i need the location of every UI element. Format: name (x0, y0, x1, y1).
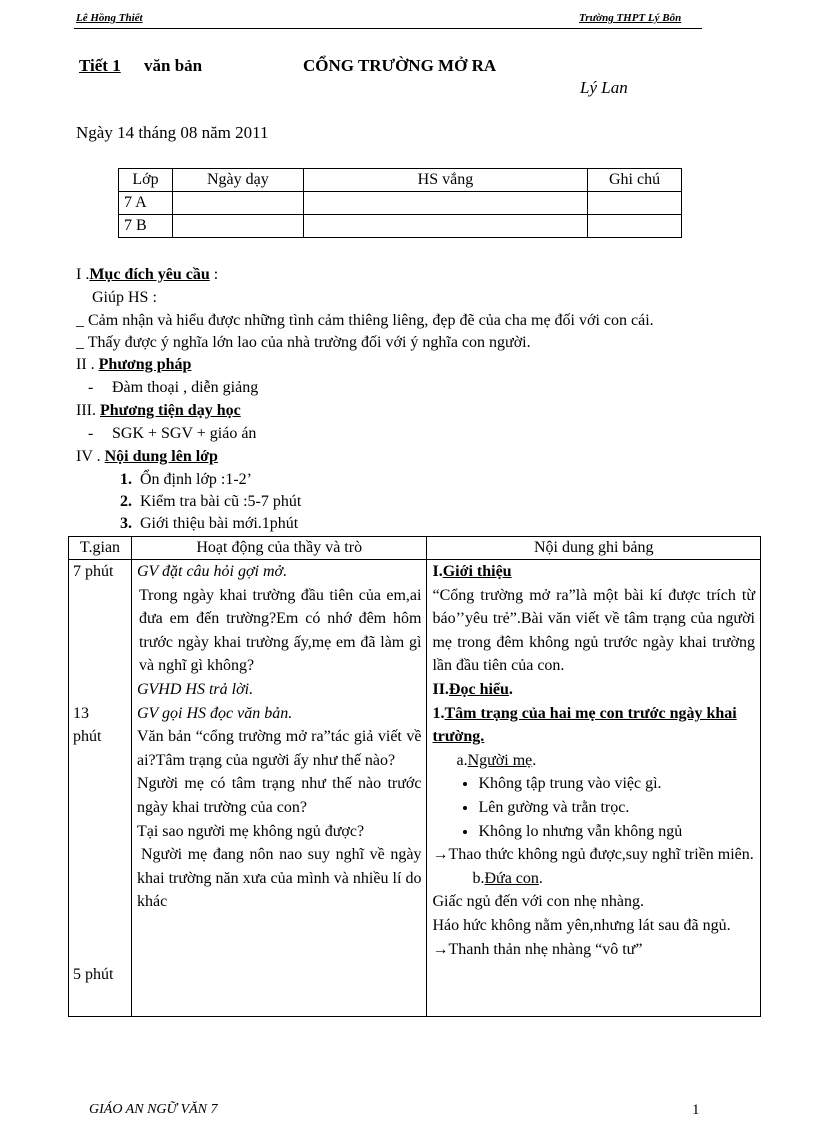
arrow-right-icon: → (432, 940, 449, 958)
section-1-line-1: _ Cảm nhận và hiểu được những tình cảm thiêng liêng, đẹp đẽ của cha mẹ đối với con cái. (76, 312, 654, 329)
content-mother-heading: a.Người mẹ. (456, 751, 537, 769)
class-cell: 7 A (119, 192, 173, 215)
date-cell (172, 192, 303, 215)
child-line-2: Háo hức không nằm yên,nhưng lát sau đã ngủ. (432, 916, 731, 934)
table-row (69, 560, 761, 1017)
content-intro-text: “Cổng trường mở ra”là một bài kí được trích từ báo’’yêu trẻ”.Bài văn viết về tâm trạng của người mẹ trong đêm không ngủ trước ngày khai trường lần đầu tiên của con. (432, 586, 755, 675)
content-child-heading: b.Đứa con. (472, 869, 543, 887)
table-row (119, 192, 682, 215)
section-2-title: Phương pháp (98, 356, 192, 373)
page-title: CỔNG TRƯỜNG MỞ RA (303, 56, 497, 75)
content-heading-reading: II.Đọc hiểu. (432, 680, 513, 698)
col-header-time: T.gian (69, 537, 132, 560)
table-row (119, 215, 682, 238)
lesson-number: Tiết 1 (79, 56, 121, 75)
col-header-content: Nội dung ghi bảng (427, 537, 761, 560)
section-4-heading: IV . Nội dung lên lớp (76, 448, 218, 465)
activity-gvhd: GVHD HS trả lời. (136, 680, 254, 698)
step-3: 3. Giới thiệu bài mới.1phút (120, 515, 299, 532)
section-2-heading: II . Phương pháp (76, 356, 192, 373)
section-1-intro: Giúp HS : (92, 289, 157, 306)
section-2-item: Đàm thoại , diễn giảng (112, 379, 259, 396)
attendance-table (118, 168, 682, 238)
time-3: 5 phút (73, 965, 114, 983)
activity-question-2: Văn bản “cổng trường mở ra”tác giả viết về ai?Tâm trạng của người ấy như thế nào? (136, 728, 422, 769)
section-3-item: SGK + SGV + giáo án (112, 425, 257, 442)
section-4-title: Nội dung lên lớp (104, 448, 218, 465)
col-header-note: Ghi chú (588, 169, 682, 192)
time-cell (69, 560, 132, 1017)
child-line-1: Giấc ngủ đến với con nhẹ nhàng. (432, 893, 644, 911)
mother-conclusion: →Thao thức không ngủ được,suy nghĩ triền miên. (432, 846, 754, 864)
activity-question-4: Tại sao người mẹ không ngủ được? (136, 822, 365, 840)
bullet-dash: - (88, 379, 94, 396)
date-cell (172, 215, 303, 238)
page-number: 1 (692, 1102, 700, 1118)
list-item: • Lên gường và trằn trọc. (478, 796, 755, 820)
footer-title: GIÁO AN NGỮ VĂN 7 (89, 1102, 218, 1117)
activity-answer: Người mẹ đang nôn nao suy nghĩ về ngày khai trường năn xưa của mình và nhiều lí do khác (136, 846, 422, 911)
note-cell (588, 192, 682, 215)
time-1: 7 phút (73, 563, 114, 580)
activity-gv-question: GV đặt câu hỏi gợi mở. (136, 563, 288, 580)
activity-question-1: Trong ngày khai trường đầu tiên của em,ai đưa em đến trường?Em có nhớ đêm hôm trước ngày khai trường ấy,mẹ em đã làm gì và nghĩ gì không? (138, 586, 422, 675)
table-header-row (69, 537, 761, 560)
table-header-row (119, 169, 682, 192)
col-header-date: Ngày dạy (172, 169, 303, 192)
col-header-absent: HS vắng (303, 169, 587, 192)
arrow-right-icon: → (432, 846, 449, 864)
col-header-class: Lớp (119, 169, 173, 192)
header-rule (74, 28, 702, 29)
activity-cell (131, 560, 427, 1017)
list-item: • Không tập trung vào việc gì. (478, 772, 755, 796)
content-cell (427, 560, 761, 1017)
col-header-activity: Hoạt động của thầy và trò (131, 537, 427, 560)
content-heading-intro: I.Giới thiệu (432, 563, 512, 580)
content-heading-mood: 1.Tâm trạng của hai mẹ con trước ngày khai trường. (432, 704, 737, 746)
class-cell: 7 B (119, 215, 173, 238)
list-item: • Không lo nhưng vẫn không ngủ (478, 820, 755, 844)
lesson-table (68, 536, 761, 1017)
absent-cell (303, 215, 587, 238)
note-cell (588, 215, 682, 238)
title-author: Lý Lan (580, 78, 628, 97)
section-3-title: Phương tiện dạy học (99, 402, 241, 419)
section-3-heading: III. Phương tiện dạy học (76, 402, 241, 419)
mother-list (432, 772, 755, 843)
header-author: Lê Hồng Thiết (76, 12, 143, 24)
step-2: 2. Kiểm tra bài cũ :5-7 phút (120, 493, 302, 510)
lesson-date: Ngày 14 tháng 08 năm 2011 (76, 123, 269, 142)
time-2: 13 phút (73, 704, 102, 746)
section-1-heading: I .Mục đích yêu cầu : (76, 266, 219, 283)
absent-cell (303, 192, 587, 215)
section-1-line-2: _ Thấy được ý nghĩa lớn lao của nhà trường đối với ý nghĩa con người. (76, 334, 531, 351)
section-1-title: Mục đích yêu cầu (89, 266, 210, 283)
lesson-type: văn bản (144, 56, 203, 75)
header-school: Trường THPT Lý Bôn (579, 12, 682, 24)
activity-read: GV gọi HS đọc văn bản. (136, 704, 293, 722)
child-line-3: →Thanh thản nhẹ nhàng “vô tư” (432, 940, 643, 958)
activity-question-3: Người mẹ có tâm trạng như thế nào trước ngày khai trường của con? (136, 775, 422, 816)
bullet-dash: - (88, 425, 94, 442)
step-1: 1. Ổn định lớp :1-2’ (120, 471, 253, 488)
